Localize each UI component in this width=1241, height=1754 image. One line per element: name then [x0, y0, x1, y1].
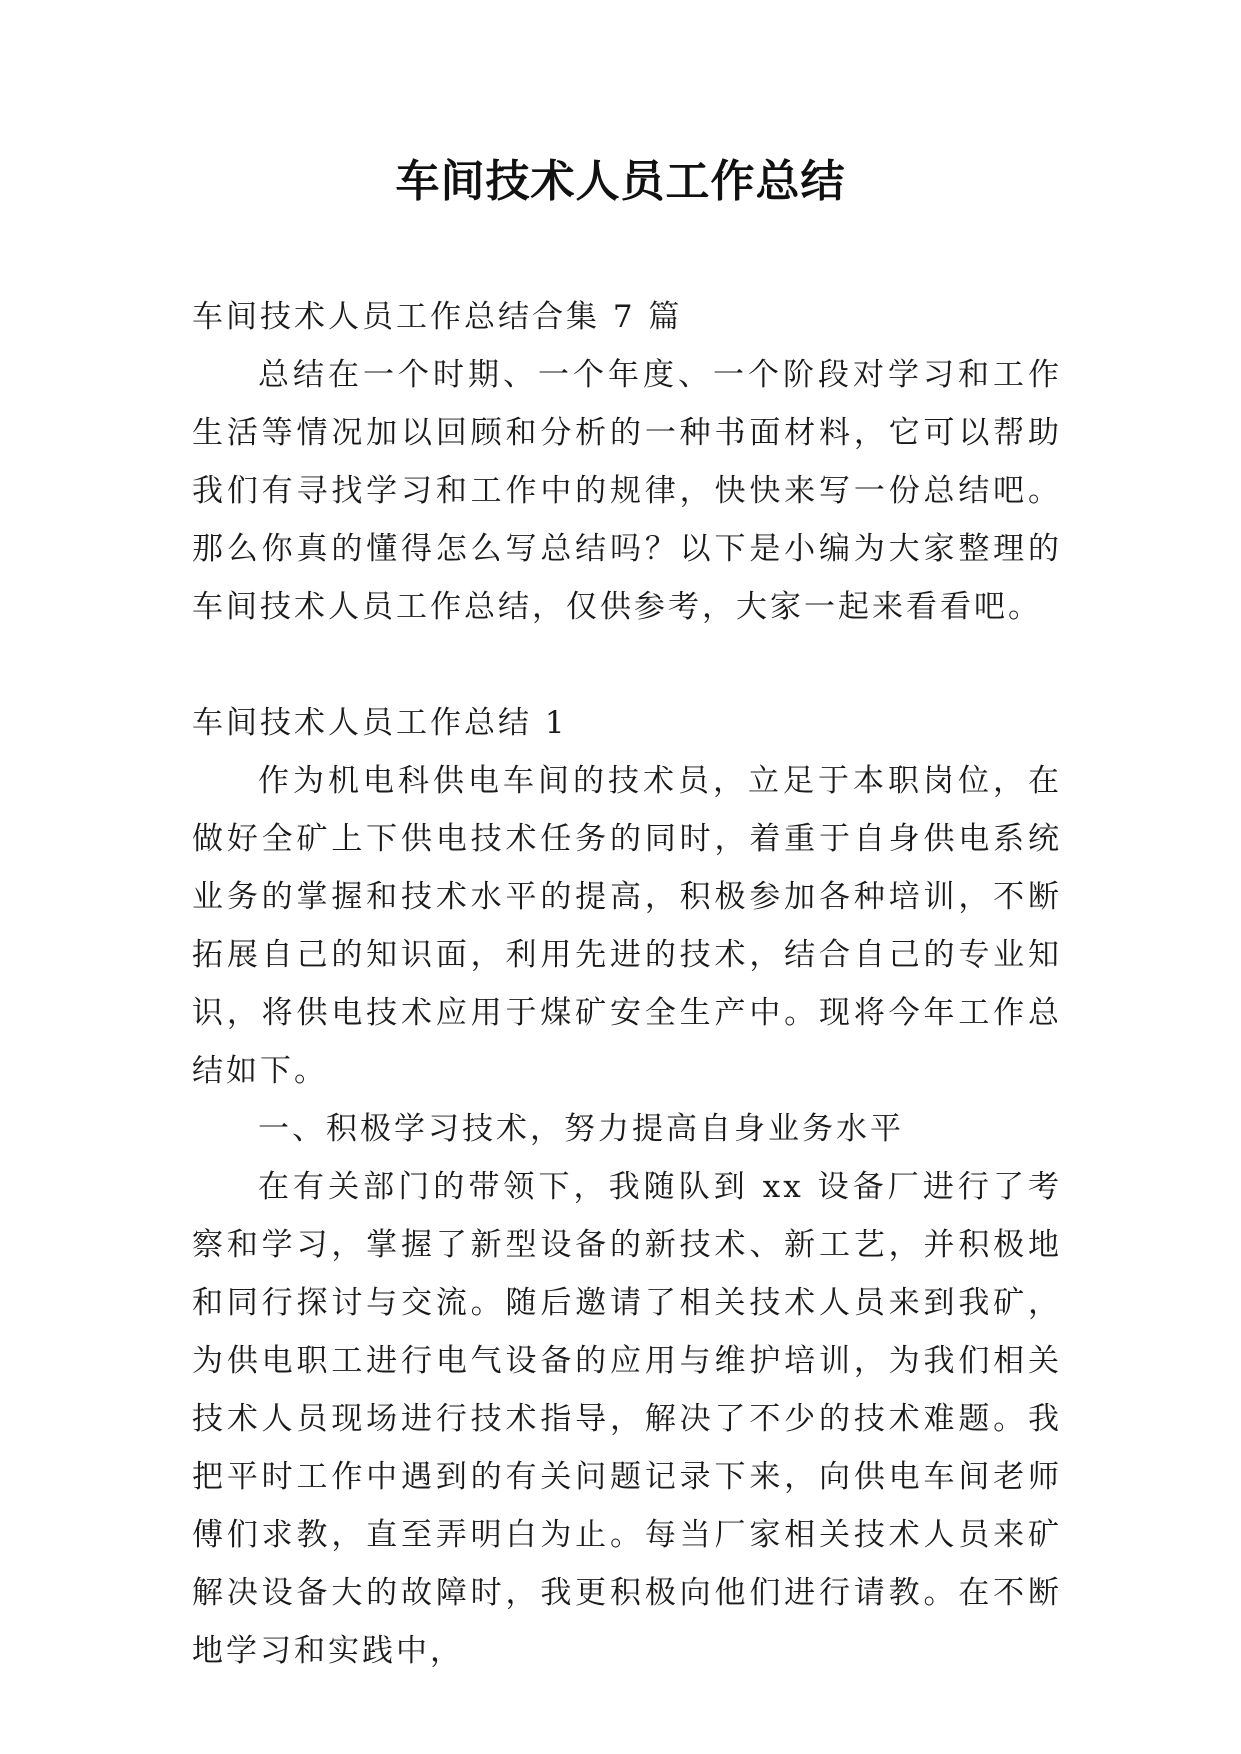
- document-title: 车间技术人员工作总结: [395, 156, 846, 207]
- intro-paragraph: 总结在一个时期、一个年度、一个阶段对学习和工作生活等情况加以回顾和分析的一种书面材料，它可以帮助我们有寻找学习和工作中的规律，快快来写一份总结吧。那么你真的懂得怎么写总结吗？以下是小编为大家整理的车间技术人员工作总结，仅供参考，大家一起来看看吧。: [192, 357, 1062, 625]
- section-paragraph: 作为机电科供电车间的技术员，立足于本职岗位，在做好全矿上下供电技术任务的同时，着重于自身供电系统业务的掌握和技术水平的提高，积极参加各种培训，不断拓展自己的知识面，利用先进的技术，结合自己的专业知识，将供电技术应用于煤矿安全生产中。现将今年工作总结如下。: [192, 763, 1062, 1089]
- section-heading: 车间技术人员工作总结 1: [192, 705, 568, 741]
- section-paragraph: 在有关部门的带领下，我随队到 xx 设备厂进行了考察和学习，掌握了新型设备的新技术、新工艺，并积极地和同行探讨与交流。随后邀请了相关技术人员来到我矿，为供电职工进行电气设备的应用与维护培训，为我们相关技术人员现场进行技术指导，解决了不少的技术难题。我把平时工作中遇到的有关问题记录下来，向供电车间老师傅们求教，直至弄明白为止。每当厂家相关技术人员来矿解决设备大的故障时，我更积极向他们进行请教。在不断地学习和实践中，: [192, 1169, 1062, 1669]
- document-body: [192, 288, 1062, 1680]
- paragraph-gap: [192, 636, 1062, 694]
- subsection-heading: 一、积极学习技术，努力提高自身业务水平: [258, 1111, 904, 1147]
- collection-subtitle: 车间技术人员工作总结合集 7 篇: [192, 299, 683, 335]
